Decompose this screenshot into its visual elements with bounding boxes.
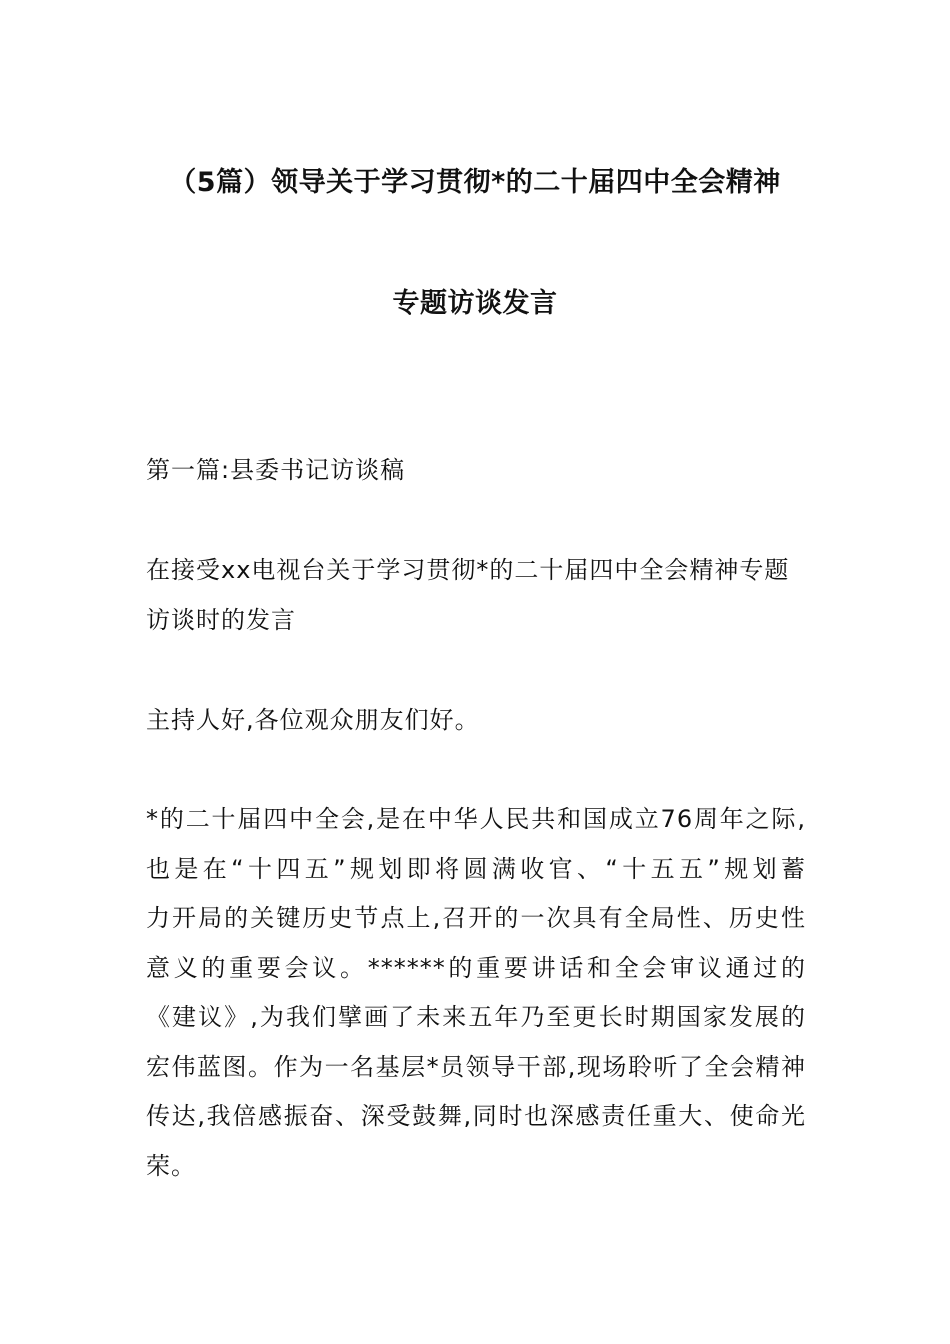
document-title-line-2: 专题访谈发言 <box>392 288 558 319</box>
document-title-line-1: （5篇）领导关于学习贯彻*的二十届四中全会精神 <box>169 167 781 198</box>
paragraph-line: 宏伟蓝图。作为一名基层*员领导干部,现场聆听了全会精神 <box>146 1052 806 1081</box>
paragraph-line: *的二十届四中全会,是在中华人民共和国成立76周年之际, <box>146 805 806 833</box>
intro-line: 在接受xx电视台关于学习贯彻*的二十届四中全会精神专题 <box>146 556 790 584</box>
paragraph-line: 力开局的关键历史节点上,召开的一次具有全局性、历史性 <box>146 904 806 932</box>
section-heading: 第一篇:县委书记访谈稿 <box>146 456 406 484</box>
intro-paragraph <box>146 545 806 645</box>
paragraph-line: 荣。 <box>146 1151 196 1180</box>
paragraph-line: 意义的重要会议。******的重要讲话和全会审议通过的 <box>146 953 806 982</box>
paragraph-line: 《建议》,为我们擘画了未来五年乃至更长时期国家发展的 <box>146 1003 806 1031</box>
paragraph-line: 传达,我倍感振奋、深受鼓舞,同时也深感责任重大、使命光 <box>146 1102 806 1130</box>
paragraph-line: 也是在“十四五”规划即将圆满收官、“十五五”规划蓄 <box>146 854 806 883</box>
main-paragraph <box>146 795 806 1191</box>
greeting-paragraph: 主持人好,各位观众朋友们好。 <box>146 706 480 734</box>
intro-line: 访谈时的发言 <box>146 606 296 634</box>
